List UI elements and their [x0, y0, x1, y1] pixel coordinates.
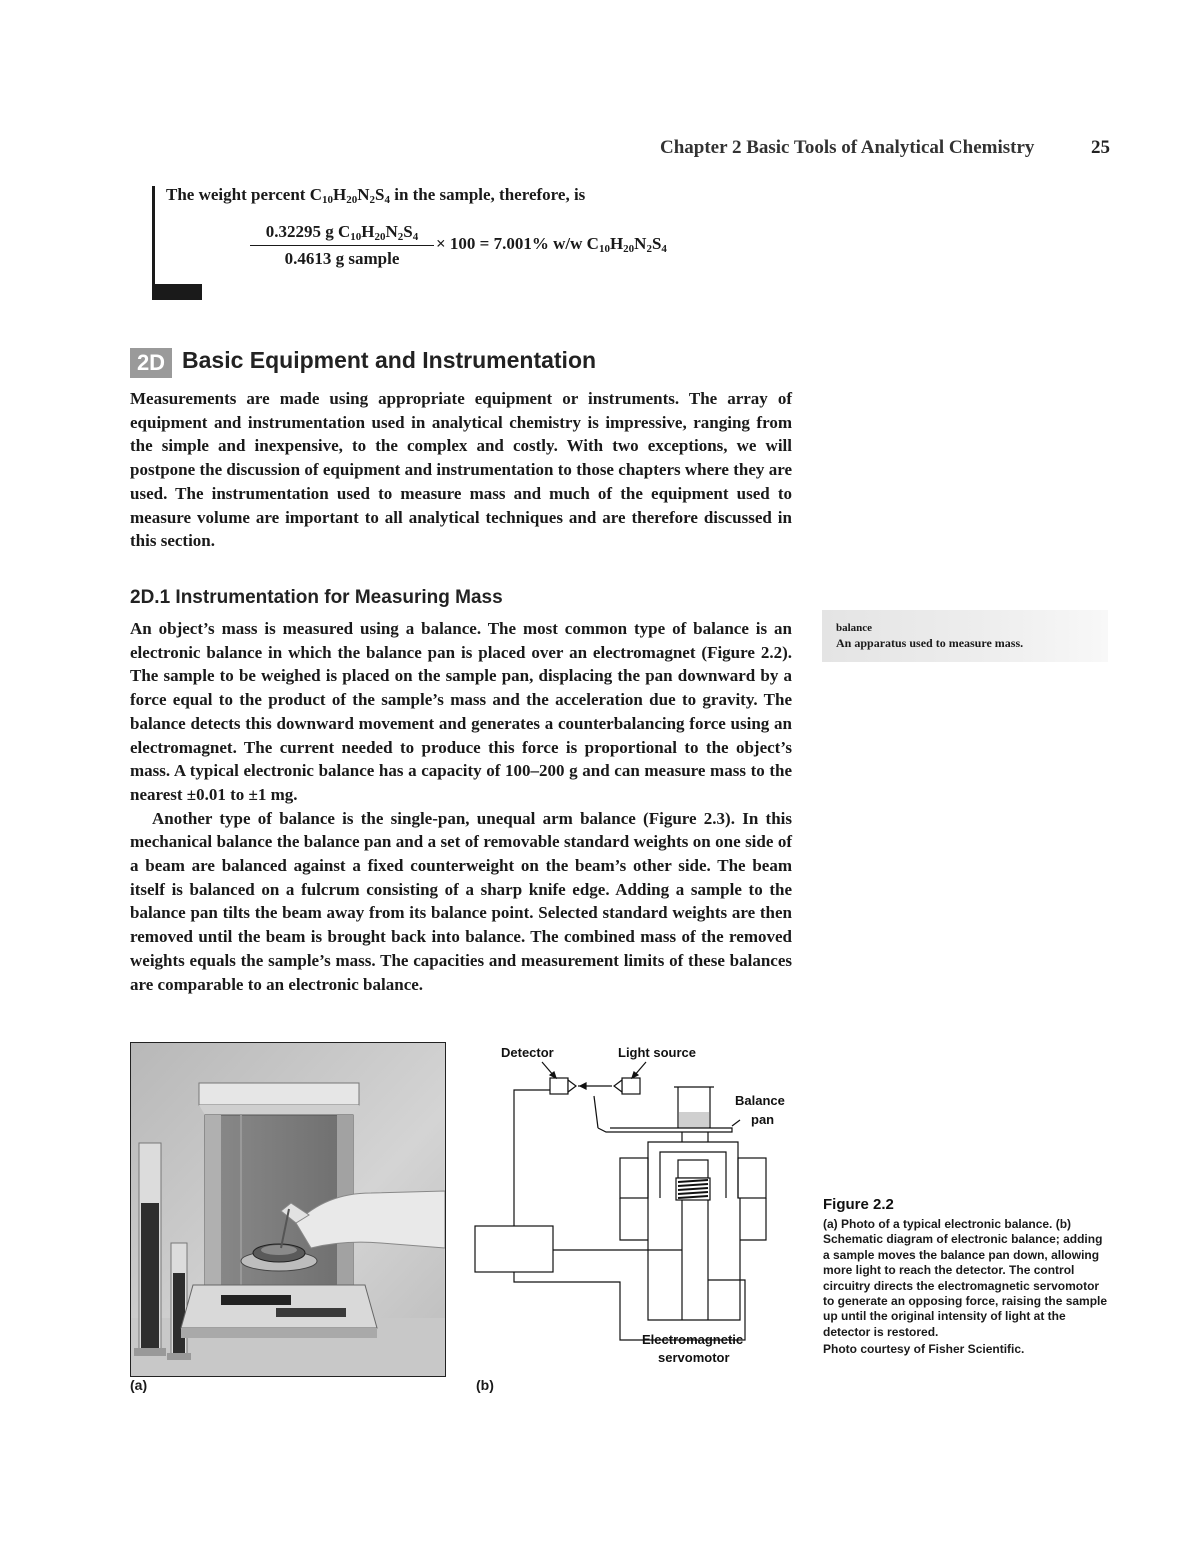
balance-pan-label-line1: Balance [735, 1093, 785, 1108]
balance-photo-illustration [131, 1043, 445, 1376]
paragraph-electronic-balance: An object’s mass is measured using a balance. The most common type of balance is an electronic balance in which the balance pan is placed over an electromagnet (Figure 2.2). The sample to be weighed is placed on the sample pan, displacing the pan downward by a force equal to the product of the sample’s mass and the acceleration due to gravity. The balance detects this downward movement and generates a counterbalancing force using an electromagnet. The current needed to produce this force is proportional to the object’s mass. A typical electronic balance has a capacity of 100–200 g and can measure mass to the nearest ±0.01 to ±1 mg. [130, 619, 792, 804]
balance-pan-label-line2: pan [751, 1112, 775, 1127]
magnet-north [678, 1160, 708, 1178]
glossary-definition: An apparatus used to measure mass. [836, 636, 1024, 650]
figure-label: Figure 2.2 [823, 1196, 894, 1213]
light-source-lens [614, 1080, 622, 1092]
running-header [660, 137, 1110, 163]
detector-box [550, 1078, 568, 1094]
equation-denominator: 0.4613 g sample [284, 249, 400, 268]
servo-wire [514, 1272, 745, 1340]
magnet-pole-right [738, 1158, 766, 1198]
balance-pan [598, 1128, 732, 1132]
light-source-box [622, 1078, 640, 1094]
margin-glossary [822, 610, 1108, 662]
control-circuitry-box [475, 1226, 553, 1272]
balance-photo [130, 1042, 446, 1377]
detector-label: Detector [501, 1045, 554, 1060]
servomotor-label-line2: servomotor [658, 1350, 730, 1365]
balance-schematic [470, 1040, 805, 1380]
subsection-title: 2D.1 Instrumentation for Measuring Mass [130, 587, 503, 608]
equation-result: × 100 = 7.001% w/w $C_{10}H_{20}N_2S_4$ [436, 234, 667, 255]
chapter-title: Chapter 2 Basic Tools of Analytical Chemistry [660, 137, 1035, 158]
section-title: Basic Equipment and Instrumentation [182, 347, 597, 373]
balance-paragraphs [130, 617, 792, 996]
panel-b-label: (b) [476, 1377, 494, 1393]
servomotor-housing [648, 1198, 740, 1320]
page-number: 25 [1091, 137, 1110, 158]
equation-numerator: 0.32295 g $C_{10}H_{20}N_2S_4$ [250, 222, 434, 246]
light-source-label: Light source [618, 1045, 697, 1060]
section-number-badge: 2D [130, 348, 172, 378]
intro-text: Measurements are made using appropriate equipment or instruments. The array of equipment and instrumentation used in analytical chemistry is impressive, ranging from the simple and inexpensive, to the complex and costly. With two exceptions, we will postpone the discussion of equipment and instrumentation to those chapters where they are used. The instrumentation used to measure mass and much of the equipment used to measure volume are important to all analytical techniques and are therefore discussed in this section. [130, 389, 792, 551]
magnet-pole-left [620, 1158, 648, 1198]
figure-caption-text: (a) Photo of a typical electronic balance. (b) Schematic diagram of electronic balance; adding a sample moves the balance pan down, allowing more light to reach the detector. The control circuitry directs the electromagnetic servomotor to generate an opposing force, raising the sample up until the original intensity of light at the detector is restored. [823, 1217, 1108, 1339]
glossary-term: balance [836, 622, 873, 634]
example-end-marker [152, 284, 202, 300]
figure-caption [823, 1196, 1108, 1356]
section-intro-paragraph [130, 387, 792, 553]
detector-wire [514, 1090, 550, 1226]
example-side-rule [152, 186, 155, 284]
panel-a-label: (a) [130, 1377, 148, 1393]
weight-percent-intro: The weight percent $C_{10}H_{20}N_2S_4$ in the sample, therefore, is [166, 185, 586, 206]
photo-credit: Photo courtesy of Fisher Scientific. [823, 1342, 1025, 1357]
equation-fraction [250, 222, 434, 269]
servomotor-label-line1: Electromagnetic [642, 1332, 744, 1347]
paragraph-mechanical-balance: Another type of balance is the single-pan, unequal arm balance (Figure 2.3). In this mechanical balance the balance pan and a set of removable standard weights on one side of a beam are balanced against a fixed counterweight on the beam’s other side. The beam itself is balanced on a fulcrum consisting of a sharp knife edge. Adding a sample to the balance pan tilts the beam away from its balance point. Selected standard weights are then removed until the beam is brought back into balance. The combined mass of the removed weights equals the sample’s mass. The capacities and measurement limits of these balances are comparable to an electronic balance. [130, 808, 792, 994]
detector-lens [568, 1080, 576, 1092]
